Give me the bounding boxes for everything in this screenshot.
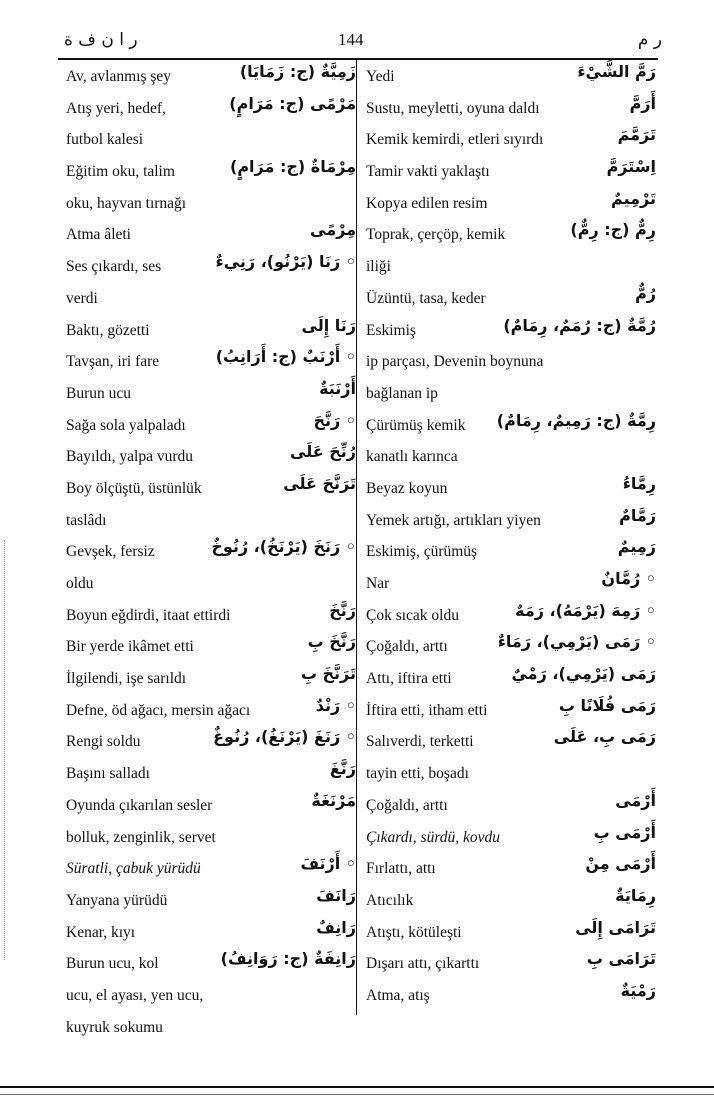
turkish-meaning: Eğitim oku, talim xyxy=(66,163,175,181)
arabic-headword: مِرْمًى xyxy=(310,220,356,240)
dictionary-entry-row xyxy=(66,379,356,411)
dictionary-entry-row xyxy=(66,632,356,664)
arabic-headword: رَانِفٌ xyxy=(316,917,356,937)
dictionary-entry-row xyxy=(366,506,656,538)
dictionary-entry-row xyxy=(66,189,356,221)
turkish-meaning: Çoğaldı, arttı xyxy=(366,796,448,814)
arabic-headword: ◦ رَنَخَ (يَرْنَخُ)، رُنُوخٌ xyxy=(211,537,356,557)
dictionary-entry-row xyxy=(66,442,356,474)
dictionary-entry-row xyxy=(66,918,356,950)
turkish-meaning: Nar xyxy=(366,575,390,592)
arabic-headword: رَمِيمٌ xyxy=(617,537,656,557)
dictionary-entry-row xyxy=(366,347,656,379)
turkish-meaning: Yedi xyxy=(366,68,395,85)
arabic-headword: رُمٌّ xyxy=(635,283,656,303)
dictionary-entry-row xyxy=(366,759,656,791)
arabic-headword: رَمَى بِ، عَلَى xyxy=(553,727,656,747)
dictionary-entry-row xyxy=(366,220,656,252)
turkish-meaning: Burun ucu, kol xyxy=(66,955,159,973)
dictionary-entry-row xyxy=(66,62,356,94)
bottom-rule-thin xyxy=(0,1094,714,1095)
left-column xyxy=(66,62,356,1044)
arabic-headword: تَرْمِيمٌ xyxy=(611,188,656,208)
turkish-meaning: Toprak, çerçöp, kemik xyxy=(366,226,506,244)
dictionary-entry-row xyxy=(66,94,356,126)
dictionary-entry-row xyxy=(66,823,356,855)
turkish-meaning: Atıştı, kötüleşti xyxy=(366,923,462,941)
arabic-headword: ◦ رَمَى (يَرْمِي)، رَمَاءٌ xyxy=(497,632,656,652)
turkish-meaning: Üzüntü, tasa, keder xyxy=(366,289,486,307)
turkish-meaning: Başını salladı xyxy=(66,765,150,783)
dictionary-entry-row xyxy=(66,316,356,348)
arabic-headword: ◦ رُمَّانٌ xyxy=(601,569,656,588)
turkish-meaning: Çıkardı, sürdü, kovdu xyxy=(366,828,501,846)
arabic-headword: زَمِيَّةٌ (ج: زَمَايَا) xyxy=(239,62,356,81)
dictionary-entry-row xyxy=(66,696,356,728)
turkish-meaning: Yanyana yürüdü xyxy=(66,891,168,909)
arabic-headword: رَمَى (يَرْمِي)، رَمْيٌ xyxy=(511,664,656,684)
dictionary-entry-row xyxy=(66,569,356,601)
dictionary-entry-row xyxy=(66,886,356,918)
arabic-headword: ◦ رَنْدٌ xyxy=(315,695,356,715)
arabic-headword: رَمْيَةٌ xyxy=(620,980,656,1000)
turkish-meaning: İlgilendi, işe sarıldı xyxy=(66,670,187,688)
turkish-meaning: Atıcılık xyxy=(366,891,414,909)
dictionary-entry-row xyxy=(366,411,656,443)
dictionary-entry-row xyxy=(66,664,356,696)
turkish-meaning: oldu xyxy=(66,575,94,592)
turkish-meaning: Salıverdi, terketti xyxy=(366,733,474,751)
turkish-meaning: İftira etti, itham etti xyxy=(366,701,488,719)
arabic-headword: رَنَّخَ بِ xyxy=(307,632,356,652)
turkish-meaning: Attı, iftira etti xyxy=(366,670,452,688)
header-right-letters: ر م xyxy=(637,30,662,50)
turkish-meaning: Dışarı attı, çıkarttı xyxy=(366,955,480,973)
arabic-headword: رَنَّغَ xyxy=(329,759,356,779)
turkish-meaning: Fırlattı, attı xyxy=(366,860,436,878)
dictionary-entry-row xyxy=(366,284,656,316)
arabic-headword: رَمَّامٌ xyxy=(619,505,656,525)
dictionary-entry-row xyxy=(66,759,356,791)
dictionary-entry-row xyxy=(66,474,356,506)
arabic-headword: رَمَّ الشَّيْءَ xyxy=(577,62,656,81)
dictionary-entry-row xyxy=(66,727,356,759)
dictionary-entry-row xyxy=(366,94,656,126)
arabic-headword: رَانَفَ xyxy=(316,885,356,905)
arabic-headword: أَرْمَى مِنْ xyxy=(585,854,656,874)
dictionary-entry-row xyxy=(66,1013,356,1045)
turkish-meaning: Boyun eğdirdi, itaat ettirdi xyxy=(66,606,231,624)
turkish-meaning: Ses çıkardı, ses xyxy=(66,258,162,276)
column-divider xyxy=(356,60,357,1015)
arabic-headword: رُمَّةٌ (ج: رُمَمٌ، رِمَامٌ) xyxy=(503,315,656,335)
dictionary-entry-row xyxy=(366,918,656,950)
turkish-meaning: Burun ucu xyxy=(66,384,132,402)
dictionary-entry-row xyxy=(366,727,656,759)
dictionary-entry-row xyxy=(366,537,656,569)
dictionary-entry-row xyxy=(66,411,356,443)
arabic-headword: تَرَنَّخَ بِ xyxy=(300,664,356,684)
arabic-headword: تَرَامَى بِ xyxy=(586,949,656,969)
arabic-headword: ◦ رَمِهَ (يَرْمَهُ)، رَمَهٌ xyxy=(515,600,656,620)
turkish-meaning: kanatlı karınca xyxy=(366,448,458,466)
turkish-meaning: Çoğaldı, arttı xyxy=(366,638,448,656)
dictionary-entry-row xyxy=(366,189,656,221)
dictionary-entry-row xyxy=(66,981,356,1013)
turkish-meaning: bağlanan ip xyxy=(366,384,438,402)
page-number: 144 xyxy=(338,30,364,49)
dictionary-entry-row xyxy=(366,981,656,1013)
turkish-meaning: Eskimiş, çürümüş xyxy=(366,543,478,561)
turkish-meaning: Kemik kemirdi, etleri sıyırdı xyxy=(366,131,544,149)
turkish-meaning: Baktı, gözetti xyxy=(66,321,150,339)
dictionary-entry-row xyxy=(66,284,356,316)
turkish-meaning: Defne, öd ağacı, mersin ağacı xyxy=(66,701,251,719)
arabic-headword: اِسْتَرَمَّ xyxy=(606,157,656,177)
turkish-meaning: Sağa sola yalpaladı xyxy=(66,416,186,434)
turkish-meaning: Çürümüş kemik xyxy=(366,416,466,434)
dictionary-entry-row xyxy=(66,125,356,157)
arabic-headword: ◦ أَرْنَفَ xyxy=(300,854,356,874)
dictionary-entry-row xyxy=(66,347,356,379)
dictionary-entry-row xyxy=(366,157,656,189)
arabic-headword: تَرَامَى إِلَى xyxy=(575,917,656,937)
dictionary-entry-row xyxy=(66,601,356,633)
turkish-meaning: Çok sıcak oldu xyxy=(366,606,459,624)
dictionary-entry-row xyxy=(366,854,656,886)
turkish-meaning: Bayıldı, yalpa vurdu xyxy=(66,448,193,466)
dictionary-entry-row xyxy=(366,791,656,823)
turkish-meaning: Gevşek, fersiz xyxy=(66,543,155,561)
turkish-meaning: verdi xyxy=(66,289,98,307)
arabic-headword: تَرَنَّحَ عَلَى xyxy=(283,473,356,493)
arabic-headword: ◦ رَنَغَ (يَرْنَغُ)، رُنُوغٌ xyxy=(213,727,356,747)
dictionary-entry-row xyxy=(366,62,656,94)
dictionary-entry-row xyxy=(366,632,656,664)
arabic-headword: رَنَّخَ xyxy=(329,600,356,620)
arabic-headword: أَرَمَّ xyxy=(629,93,656,113)
arabic-headword: رِمَّاءُ xyxy=(622,473,656,493)
dictionary-entry-row xyxy=(66,506,356,538)
turkish-meaning: Oyunda çıkarılan sesler xyxy=(66,796,213,814)
dictionary-entry-row xyxy=(366,569,656,601)
turkish-meaning: Süratli, çabuk yürüdü xyxy=(66,860,201,878)
turkish-meaning: Sustu, meyletti, oyuna daldı xyxy=(366,99,540,117)
dictionary-entry-row xyxy=(366,664,656,696)
arabic-headword: مَرْمًى (ج: مَرَامٍ) xyxy=(229,93,356,113)
arabic-headword: تَرَمَّمَ xyxy=(617,125,656,145)
dictionary-entry-row xyxy=(66,157,356,189)
turkish-meaning: oku, hayvan tırnağı xyxy=(66,194,187,212)
header-left-letters: ر ا ن ف ة xyxy=(64,30,138,50)
turkish-meaning: Rengi soldu xyxy=(66,733,141,751)
dictionary-entry-row xyxy=(366,601,656,633)
arabic-headword: أَرْنَبَةٌ xyxy=(319,378,356,398)
arabic-headword: أَرْمَى بِ xyxy=(593,822,656,842)
turkish-meaning: bolluk, zenginlik, servet xyxy=(66,828,216,846)
dictionary-entry-row xyxy=(366,696,656,728)
margin-dots xyxy=(4,540,7,960)
dictionary-entry-row xyxy=(66,949,356,981)
turkish-meaning: Beyaz koyun xyxy=(366,479,448,497)
dictionary-entry-row xyxy=(366,886,656,918)
arabic-headword: رِمَّةٌ (ج: رَمِيمٌ، رِمَامٌ) xyxy=(496,410,656,430)
dictionary-entry-row xyxy=(366,474,656,506)
arabic-headword: أَرْمَى xyxy=(615,790,656,810)
turkish-meaning: Kenar, kıyı xyxy=(66,923,136,941)
right-column xyxy=(366,62,656,1013)
turkish-meaning: Atma âleti xyxy=(66,226,131,244)
top-rule xyxy=(58,58,658,60)
dictionary-entry-row xyxy=(366,442,656,474)
arabic-headword: ◦ أَرْنَبٌ (ج: أَرَانِبُ) xyxy=(215,347,356,367)
arabic-headword: رَمَى فُلَانًا بِ xyxy=(558,695,656,715)
turkish-meaning: taslâdı xyxy=(66,511,107,529)
arabic-headword: رُنِّحَ عَلَى xyxy=(290,442,356,462)
turkish-meaning: Eskimiş xyxy=(366,321,416,339)
turkish-meaning: Bir yerde ikâmet etti xyxy=(66,638,194,656)
dictionary-entry-row xyxy=(366,379,656,411)
turkish-meaning: Kopya edilen resim xyxy=(366,194,488,212)
arabic-headword: رَنَا إِلَى xyxy=(301,315,356,335)
dictionary-entry-row xyxy=(66,220,356,252)
arabic-headword: مَرْنَغَةٌ xyxy=(311,790,356,810)
turkish-meaning: iliği xyxy=(366,258,391,276)
turkish-meaning: ucu, el ayası, yen ucu, xyxy=(66,986,204,1004)
dictionary-entry-row xyxy=(66,252,356,284)
turkish-meaning: futbol kalesi xyxy=(66,131,144,149)
dictionary-entry-row xyxy=(366,252,656,284)
arabic-headword: ◦ رَنَّحَ xyxy=(313,410,356,430)
arabic-headword: مِرْمَاةٌ (ج: مَرَامٍ) xyxy=(230,157,356,177)
turkish-meaning: Boy ölçüştü, üstünlük xyxy=(66,479,202,497)
turkish-meaning: Atma, atış xyxy=(366,986,430,1004)
dictionary-entry-row xyxy=(366,125,656,157)
arabic-headword: رِمٌّ (ج: رِمٌّ) xyxy=(570,220,656,240)
dictionary-entry-row xyxy=(66,854,356,886)
dictionary-entry-row xyxy=(366,823,656,855)
bottom-rule xyxy=(0,1086,714,1088)
turkish-meaning: Tavşan, iri fare xyxy=(66,353,160,371)
arabic-headword: رَانِفَةٌ (ج: رَوَانِفُ) xyxy=(220,949,356,969)
arabic-headword: ◦ رَنَا (يَرْنُو)، رَنِيءٌ xyxy=(215,252,356,272)
turkish-meaning: Atış yeri, hedef, xyxy=(66,99,166,117)
turkish-meaning: Yemek artığı, artıkları yiyen xyxy=(366,511,541,529)
dictionary-entry-row xyxy=(66,791,356,823)
turkish-meaning: Av, avlanmış şey xyxy=(66,68,172,85)
turkish-meaning: ip parçası, Devenin boynuna xyxy=(366,353,544,371)
turkish-meaning: tayin etti, boşadı xyxy=(366,765,469,783)
arabic-headword: رِمَايَةٌ xyxy=(615,885,656,905)
turkish-meaning: kuyruk sokumu xyxy=(66,1018,163,1036)
dictionary-entry-row xyxy=(366,949,656,981)
turkish-meaning: Tamir vakti yaklaştı xyxy=(366,163,490,181)
dictionary-entry-row xyxy=(66,537,356,569)
dictionary-entry-row xyxy=(366,316,656,348)
